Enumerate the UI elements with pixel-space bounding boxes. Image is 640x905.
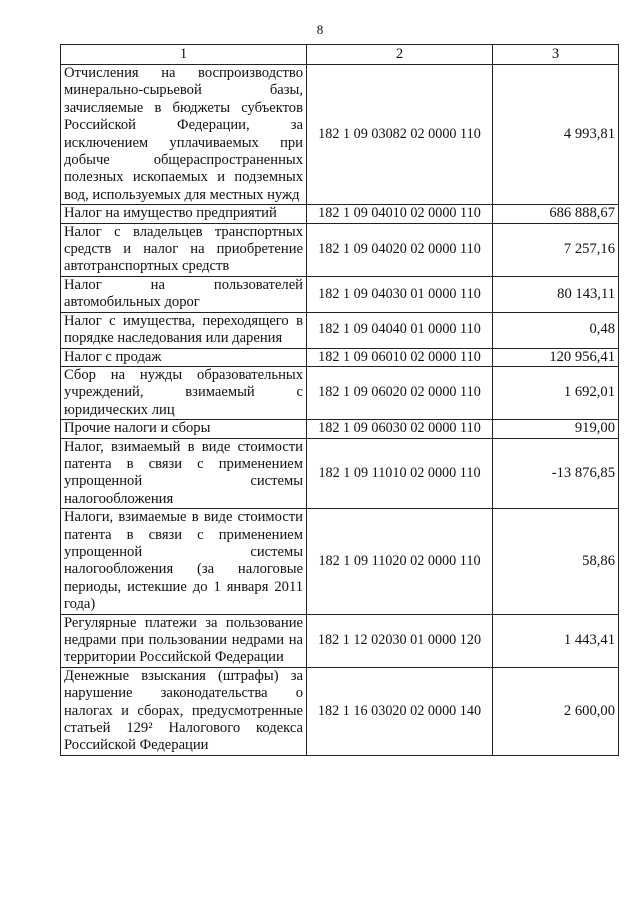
row-code: 182 1 09 06020 02 0000 110 (307, 366, 493, 419)
table-row (61, 509, 619, 614)
table-row (61, 420, 619, 438)
row-name: Налог с владельцев транспортных средств и налог на приобретение автотранспортных средств (61, 223, 307, 276)
row-amount: 1 692,01 (493, 366, 619, 419)
row-code: 182 1 09 04020 02 0000 110 (307, 223, 493, 276)
row-amount: 4 993,81 (493, 65, 619, 205)
table-row (61, 205, 619, 223)
row-amount: 1 443,41 (493, 614, 619, 667)
row-amount: 120 956,41 (493, 348, 619, 366)
table-row (61, 438, 619, 509)
table-row (61, 65, 619, 205)
row-name: Регулярные платежи за пользование недрами при пользовании недрами на территории Российской Федерации (61, 614, 307, 667)
row-code: 182 1 09 11010 02 0000 110 (307, 438, 493, 509)
row-name: Прочие налоги и сборы (61, 420, 307, 438)
row-name: Налог на пользователей автомобильных дорог (61, 276, 307, 312)
row-name: Налог на имущество предприятий (61, 205, 307, 223)
column-header-3: 3 (493, 45, 619, 65)
row-amount: 0,48 (493, 312, 619, 348)
row-amount: 80 143,11 (493, 276, 619, 312)
table-row (61, 614, 619, 667)
row-code: 182 1 16 03020 02 0000 140 (307, 667, 493, 755)
row-code: 182 1 09 04010 02 0000 110 (307, 205, 493, 223)
column-header-1: 1 (61, 45, 307, 65)
table-row (61, 667, 619, 755)
row-code: 182 1 09 04040 01 0000 110 (307, 312, 493, 348)
row-name: Денежные взыскания (штрафы) за нарушение законодательства о налогах и сборах, предусмотренные статьей 129² Налогового кодекса Российской Федерации (61, 667, 307, 755)
row-name: Налоги, взимаемые в виде стоимости патента в связи с применением упрощенной системы налогообложения (за налоговые периоды, истекшие до 1 января 2011 года) (61, 509, 307, 614)
row-name: Сбор на нужды образовательных учреждений, взимаемый с юридических лиц (61, 366, 307, 419)
row-code: 182 1 09 11020 02 0000 110 (307, 509, 493, 614)
table-row (61, 312, 619, 348)
table-row (61, 276, 619, 312)
table-row (61, 223, 619, 276)
row-amount: 58,86 (493, 509, 619, 614)
row-amount: 7 257,16 (493, 223, 619, 276)
row-amount: 919,00 (493, 420, 619, 438)
page-number: 8 (316, 22, 324, 37)
row-amount: -13 876,85 (493, 438, 619, 509)
row-name: Налог, взимаемый в виде стоимости патента в связи с применением упрощенной системы налогообложения (61, 438, 307, 509)
row-code: 182 1 09 03082 02 0000 110 (307, 65, 493, 205)
revenue-table (60, 44, 619, 756)
row-amount: 2 600,00 (493, 667, 619, 755)
row-code: 182 1 12 02030 01 0000 120 (307, 614, 493, 667)
table-row (61, 348, 619, 366)
row-name: Налог с имущества, переходящего в порядке наследования или дарения (61, 312, 307, 348)
row-code: 182 1 09 06010 02 0000 110 (307, 348, 493, 366)
table-header-row (61, 45, 619, 65)
row-name: Налог с продаж (61, 348, 307, 366)
row-code: 182 1 09 04030 01 0000 110 (307, 276, 493, 312)
row-name: Отчисления на воспроизводство минерально-сырьевой базы, зачисляемые в бюджеты субъектов Российской Федерации, за исключением уплачиваемых при добыче общераспространенных полезных ископаемых и подземных вод, используемых для местных нужд (61, 65, 307, 205)
column-header-2: 2 (307, 45, 493, 65)
table-row (61, 366, 619, 419)
row-code: 182 1 09 06030 02 0000 110 (307, 420, 493, 438)
row-amount: 686 888,67 (493, 205, 619, 223)
